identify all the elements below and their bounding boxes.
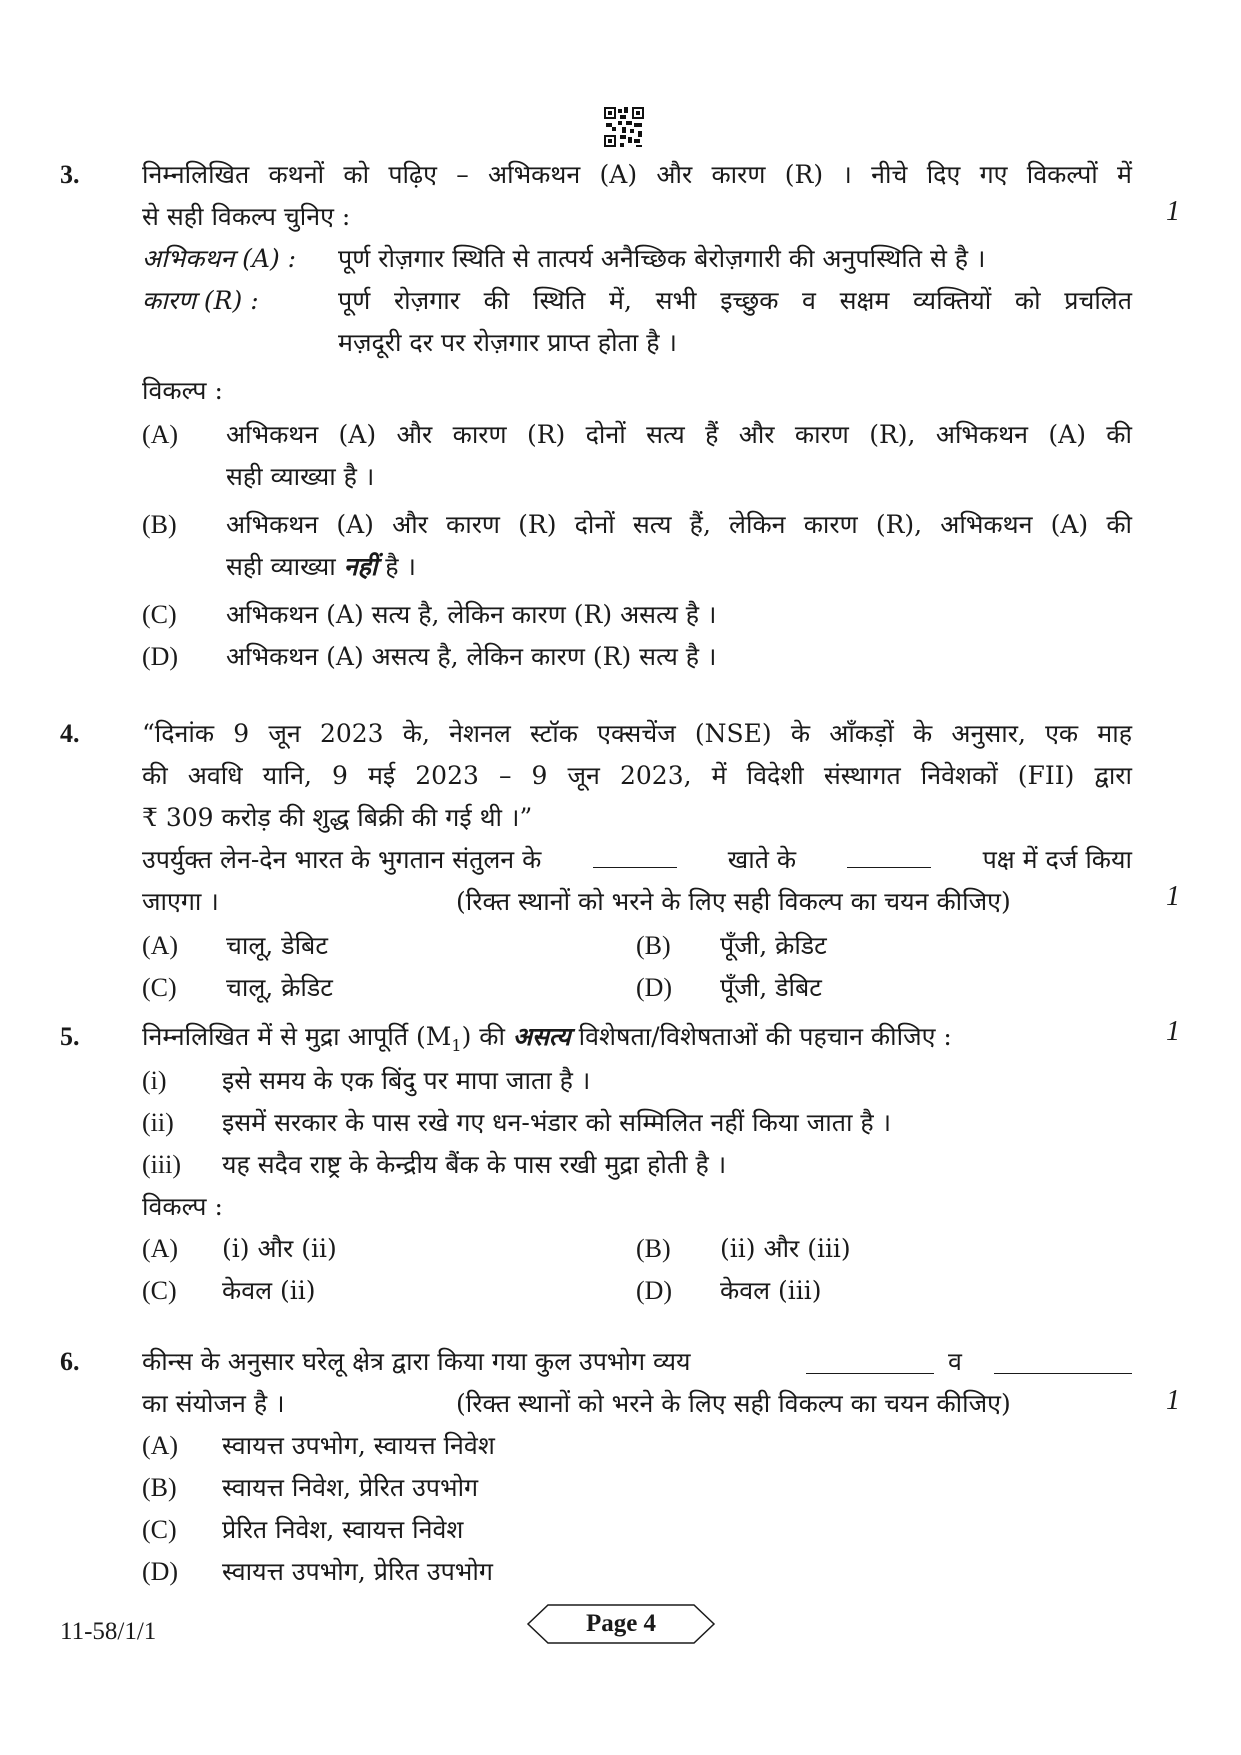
option-text: केवल (ii) <box>222 1276 316 1305</box>
option-text: अभिकथन (A) असत्य है, लेकिन कारण (R) सत्य है । <box>226 642 717 671</box>
reason-row <box>142 280 1132 322</box>
question-number: 3. <box>60 160 80 189</box>
blank-line <box>994 1345 1132 1374</box>
assertion-label: अभिकथन (A) : <box>142 244 297 273</box>
blank-line <box>847 839 931 868</box>
option-row <box>142 1270 1132 1312</box>
option-text: चालू, डेबिट <box>226 931 328 960</box>
question-text: से सही विकल्प चुनिए : <box>142 202 351 231</box>
option-row <box>142 967 1132 1009</box>
page-number: Page 4 <box>585 1610 657 1637</box>
option-text-line: अभिकथन (A) और कारण (R) दोनों सत्य हैं और कारण (R), अभिकथन (A) की <box>226 420 1132 449</box>
option-label: (A) <box>142 1234 179 1263</box>
question-text-part: खाते के <box>727 845 797 874</box>
question-text-part: का संयोजन है । <box>142 1389 285 1418</box>
emphasis-text: नहीं <box>343 552 378 581</box>
option-b <box>142 1467 1132 1509</box>
option-text: स्वायत्त उपभोग, स्वायत्त निवेश <box>222 1431 495 1460</box>
question-text-blanks <box>142 839 1132 881</box>
option-text: चालू, क्रेडिट <box>226 973 333 1002</box>
statement-ii <box>142 1102 1132 1144</box>
emphasis-text: असत्य <box>512 1022 571 1051</box>
option-text-part: सही व्याख्या <box>226 552 336 581</box>
option-text <box>226 546 416 588</box>
option-row <box>142 1228 1132 1270</box>
question-3 <box>60 154 1180 678</box>
option-text: पूँजी, क्रेडिट <box>720 931 827 960</box>
reason-label: कारण (R) : <box>142 286 259 315</box>
statement-text: इसे समय के एक बिंदु पर मापा जाता है । <box>222 1066 591 1095</box>
reason-text: पूर्ण रोज़गार की स्थिति में, सभी इच्छुक व सक्षम व्यक्तियों को प्रचलित <box>338 286 1132 315</box>
question-text-part: उपर्युक्त लेन-देन भारत के भुगतान संतुलन के <box>142 845 542 874</box>
question-text-part: पक्ष में दर्ज किया <box>982 845 1132 874</box>
assertion-text: पूर्ण रोज़गार स्थिति से तात्पर्य अनैच्छिक बेरोज़गारी की अनुपस्थिति से है । <box>338 244 986 273</box>
qr-code-icon <box>604 107 644 149</box>
option-text: पूँजी, डेबिट <box>720 973 822 1002</box>
question-text: की अवधि यानि, 9 मई 2023 – 9 जून 2023, में विदेशी संस्थागत निवेशकों (FII) द्वारा <box>142 761 1132 790</box>
question-4 <box>60 713 1180 1009</box>
option-label: (A) <box>142 1431 179 1460</box>
option-text: (ii) और (iii) <box>720 1234 851 1263</box>
question-text-instruction <box>142 1383 1132 1425</box>
option-label: (B) <box>636 931 671 960</box>
option-text <box>226 414 1132 456</box>
option-d <box>142 636 1132 678</box>
question-5 <box>60 1016 1180 1312</box>
option-text: केवल (iii) <box>720 1276 822 1305</box>
option-label: (B) <box>636 1234 671 1263</box>
option-label: (C) <box>142 1515 177 1544</box>
option-b-continued <box>142 546 1132 588</box>
blank-line <box>806 1345 934 1374</box>
question-text: “दिनांक 9 जून 2023 के, नेशनल स्टॉक एक्सचेंज (NSE) के आँकड़ों के अनुसार, एक माह <box>142 719 1132 748</box>
marks: 1 <box>1166 881 1180 912</box>
option-b <box>142 504 1132 546</box>
option-text: अभिकथन (A) सत्य है, लेकिन कारण (R) असत्य है । <box>226 600 717 629</box>
marks: 1 <box>1166 1016 1180 1047</box>
question-text-part: विशेषता/विशेषताओं की पहचान कीजिए : <box>578 1022 952 1051</box>
option-text <box>226 504 1132 546</box>
option-c <box>142 594 1132 636</box>
statement-label: (i) <box>142 1066 167 1095</box>
option-a <box>142 1425 1132 1467</box>
option-a-continued <box>142 456 1132 498</box>
options-heading: विकल्प : <box>142 1192 223 1221</box>
instruction-text: (रिक्त स्थानों को भरने के लिए सही विकल्प का चयन कीजिए) <box>456 1389 1011 1418</box>
option-row <box>142 925 1132 967</box>
statement-label: (iii) <box>142 1150 181 1179</box>
question-number: 5. <box>60 1022 80 1051</box>
option-text: सही व्याख्या है । <box>226 462 375 491</box>
option-label: (D) <box>142 1557 179 1586</box>
option-label: (A) <box>142 420 179 449</box>
option-label: (C) <box>142 1276 177 1305</box>
question-text-part: जाएगा । <box>142 887 219 916</box>
option-label: (B) <box>142 510 177 539</box>
statement-text: इसमें सरकार के पास रखे गए धन-भंडार को सम्मिलित नहीं किया जाता है । <box>222 1108 892 1137</box>
question-text-instruction <box>142 881 1132 923</box>
statement-i <box>142 1060 1132 1102</box>
option-label: (C) <box>142 600 177 629</box>
option-text-part: है । <box>385 552 416 581</box>
question-text-part: कीन्स के अनुसार घरेलू क्षेत्र द्वारा किया गया कुल उपभोग व्यय <box>142 1347 691 1376</box>
option-label: (C) <box>142 973 177 1002</box>
reason-text: मज़दूरी दर पर रोज़गार प्राप्त होता है । <box>338 328 677 357</box>
statement-text: यह सदैव राष्ट्र के केन्द्रीय बैंक के पास रखी मुद्रा होती है । <box>222 1150 727 1179</box>
question-text-part: ) की <box>461 1022 505 1051</box>
options-heading: विकल्प : <box>142 376 223 405</box>
statement-iii <box>142 1144 1132 1186</box>
option-a <box>142 414 1132 456</box>
option-text-line: अभिकथन (A) और कारण (R) दोनों सत्य हैं, लेकिन कारण (R), अभिकथन (A) की <box>226 510 1132 539</box>
marks: 1 <box>1166 1385 1180 1416</box>
question-number: 4. <box>60 719 80 748</box>
option-text: (i) और (ii) <box>222 1234 337 1263</box>
marks: 1 <box>1166 196 1180 227</box>
option-text: स्वायत्त निवेश, प्रेरित उपभोग <box>222 1473 479 1502</box>
question-text <box>142 1016 1132 1058</box>
question-text: निम्नलिखित कथनों को पढ़िए – अभिकथन (A) और कारण (R) । नीचे दिए गए विकल्पों में <box>142 160 1132 189</box>
question-text-part: व <box>948 1347 962 1376</box>
option-text: प्रेरित निवेश, स्वायत्त निवेश <box>222 1515 464 1544</box>
blank-line <box>593 839 677 868</box>
option-label: (D) <box>636 1276 673 1305</box>
question-text: ₹ 309 करोड़ की शुद्ध बिक्री की गई थी ।” <box>142 803 533 832</box>
option-text: स्वायत्त उपभोग, प्रेरित उपभोग <box>222 1557 493 1586</box>
page-number-badge <box>526 1603 716 1645</box>
question-number: 6. <box>60 1347 80 1376</box>
option-label: (B) <box>142 1473 177 1502</box>
option-d <box>142 1551 1132 1593</box>
statement-label: (ii) <box>142 1108 174 1137</box>
subscript: 1 <box>451 1036 462 1055</box>
question-text-part: निम्नलिखित में से मुद्रा आपूर्ति (M <box>142 1022 452 1051</box>
question-6 <box>60 1341 1180 1593</box>
option-label: (D) <box>142 642 179 671</box>
option-c <box>142 1509 1132 1551</box>
option-label: (A) <box>142 931 179 960</box>
paper-code: 11-58/1/1 <box>60 1618 157 1645</box>
reason-row-continued <box>142 322 1132 364</box>
instruction-text: (रिक्त स्थानों को भरने के लिए सही विकल्प का चयन कीजिए) <box>456 887 1011 916</box>
option-label: (D) <box>636 973 673 1002</box>
assertion-row <box>142 238 1132 280</box>
question-text-blanks <box>142 1341 1132 1383</box>
